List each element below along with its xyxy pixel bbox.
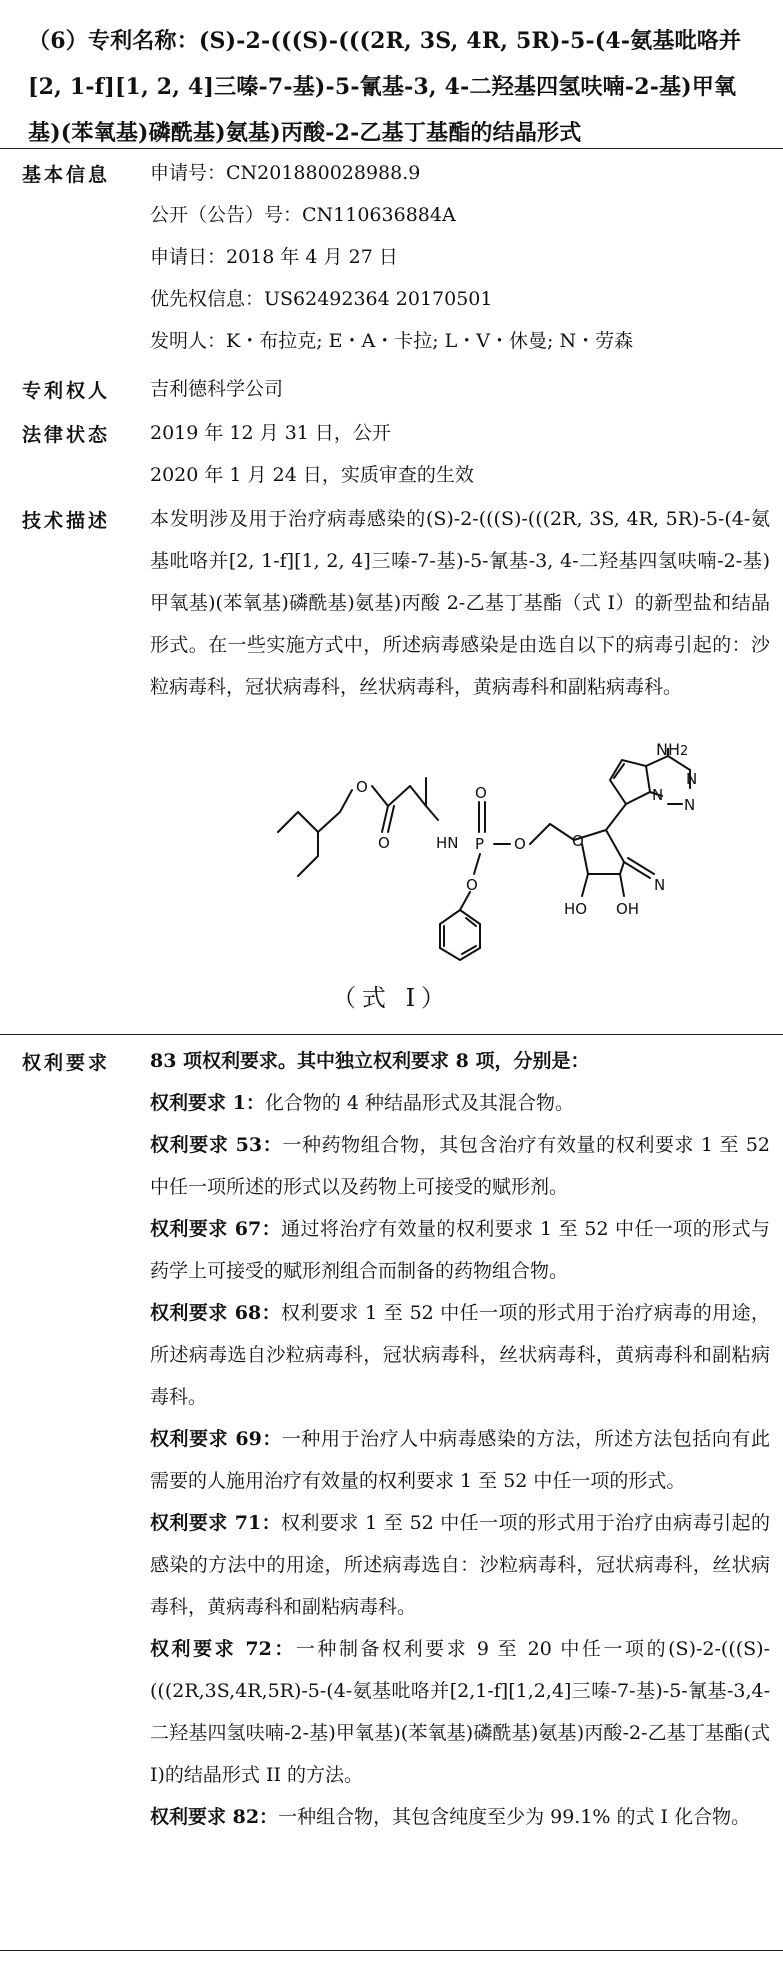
basic-info-label: 基本信息 — [22, 164, 111, 186]
patentee-label: 专利权人 — [22, 380, 111, 402]
top-divider — [0, 148, 783, 149]
patent-title: （6）专利名称：(S)-2-(((S)-(((2R, 3S, 4R, 5R)-5-(4-氨基吡咯并[2, 1-f][1, 2, 4]三嗪-7-基)-5-氰基-3, 4-二羟基四氢呋喃-2-基)甲氧基)(苯氧基)磷酰基)氨基)丙酸-2-乙基丁基酯的结晶形式 — [28, 28, 742, 146]
hydroxyl-label-right: OH — [616, 900, 640, 918]
claim-head: 权利要求 71： — [150, 1512, 282, 1534]
ring-nitrogen-label-2: N — [684, 796, 696, 814]
bottom-divider — [0, 1950, 783, 1951]
phenoxy-oxygen-label: O — [466, 876, 478, 894]
ester-oxygen-label: O — [356, 778, 368, 796]
amino-subscript-label: 2 — [680, 744, 689, 759]
tech-desc-label: 技术描述 — [22, 510, 111, 532]
claim-text: 一种制备权利要求 9 至 20 中任一项的(S)-2-(((S)-(((2R,3S,4R,5R)-5-(4-氨基吡咯并[2,1-f][1,2,4]三嗪-7-基)-5-氰基-3,4-二羟基四氢呋喃-2-基)甲氧基)(苯氧基)磷酰基)氨基)丙酸-2-乙基丁基酯(式 I)的结晶形式 II 的方法。 — [150, 1638, 771, 1786]
legal-status-line: 2020 年 1 月 24 日，实质审查的生效 — [150, 464, 474, 486]
hydroxyl-label-left: HO — [564, 900, 588, 918]
claims-content — [150, 1040, 770, 1838]
formula-caption: （式 I） — [331, 984, 452, 1012]
ester-carbonyl-oxygen-label: O — [378, 834, 390, 852]
amino-group-label — [656, 740, 688, 759]
claim-item — [150, 1502, 770, 1628]
application-number: 申请号：CN201880028988.9 — [150, 162, 421, 184]
claims-divider — [0, 1034, 783, 1035]
claim-item — [150, 1082, 770, 1124]
chemical-structure-diagram — [270, 748, 770, 968]
claim-head: 权利要求 67： — [150, 1218, 282, 1240]
claim-item — [150, 1208, 770, 1292]
legal-status-label: 法律状态 — [22, 424, 111, 446]
claims-intro: 83 项权利要求。其中独立权利要求 8 项，分别是： — [150, 1050, 590, 1072]
claim-text: 通过将治疗有效量的权利要求 1 至 52 中任一项的形式与药学上可接受的赋形剂组合而制备的药物组合物。 — [150, 1218, 770, 1282]
amino-nh-label: NH — [656, 740, 680, 759]
ring-oxygen-label: O — [572, 832, 584, 850]
ring-nitrogen-label-1: N — [652, 786, 664, 804]
claim-text: 权利要求 1 至 52 中任一项的形式用于治疗病毒的用途，所述病毒选自沙粒病毒科，冠状病毒科，丝状病毒科，黄病毒科和副粘病毒科。 — [150, 1302, 770, 1408]
tech-desc-text: 本发明涉及用于治疗病毒感染的(S)-2-(((S)-(((2R, 3S, 4R, 5R)-5-(4-氨基吡咯并[2, 1-f][1, 2, 4]三嗪-7-基)-5-氰基-3, 4-二羟基四氢呋喃-2-基)甲氧基)(苯氧基)磷酰基)氨基)丙酸 2-乙基丁基酯（式 I）的新型盐和结晶形式。在一些实施方式中，所述病毒感染是由选自以下的病毒引起的：沙粒病毒科，冠状病毒科，丝状病毒科，黄病毒科和副粘病毒科。 — [150, 508, 770, 698]
legal-status-line: 2019 年 12 月 31 日，公开 — [150, 422, 391, 444]
phosphoryl-oxygen-label: O — [475, 784, 487, 802]
claim-text: 一种用于治疗人中病毒感染的方法，所述方法包括向有此需要的人施用治疗有效量的权利要求 1 至 52 中任一项的形式。 — [150, 1428, 770, 1492]
claim-text: 权利要求 1 至 52 中任一项的形式用于治疗由病毒引起的感染的方法中的用途，所述病毒选自：沙粒病毒科，冠状病毒科，丝状病毒科，黄病毒科和副粘病毒科。 — [150, 1512, 770, 1618]
claim-head: 权利要求 82： — [150, 1806, 279, 1828]
nitrile-nitrogen-label: N — [654, 876, 666, 894]
claim-head: 权利要求 1： — [150, 1092, 265, 1114]
phosphorus-label: P — [475, 835, 485, 853]
claim-head: 权利要求 53： — [150, 1134, 283, 1156]
publication-number: 公开（公告）号：CN110636884A — [150, 204, 456, 226]
patentee-value: 吉利德科学公司 — [150, 378, 284, 400]
claim-text: 一种药物组合物，其包含治疗有效量的权利要求 1 至 52 中任一项所述的形式以及药物上可接受的赋形剂。 — [150, 1134, 770, 1198]
claim-head: 权利要求 68： — [150, 1302, 282, 1324]
application-date: 申请日：2018 年 4 月 27 日 — [150, 246, 398, 268]
claim-item — [150, 1124, 770, 1208]
linker-oxygen-label: O — [514, 835, 526, 853]
claim-item — [150, 1628, 770, 1796]
ring-nitrogen-label-3: N — [686, 770, 698, 788]
claim-item — [150, 1418, 770, 1502]
claim-head: 权利要求 69： — [150, 1428, 282, 1450]
claim-item — [150, 1796, 770, 1838]
claim-item — [150, 1292, 770, 1418]
amine-label: HN — [436, 834, 459, 852]
basic-info-content — [150, 152, 770, 362]
priority-info: 优先权信息：US62492364 20170501 — [150, 288, 493, 310]
claim-text: 一种组合物，其包含纯度至少为 99.1% 的式 I 化合物。 — [278, 1806, 751, 1828]
claim-head: 权利要求 72： — [150, 1638, 296, 1660]
claim-text: 化合物的 4 种结晶形式及其混合物。 — [264, 1092, 575, 1114]
claims-label: 权利要求 — [22, 1052, 111, 1074]
inventors: 发明人：K・布拉克; E・A・卡拉; L・V・休曼; N・劳森 — [150, 330, 634, 352]
